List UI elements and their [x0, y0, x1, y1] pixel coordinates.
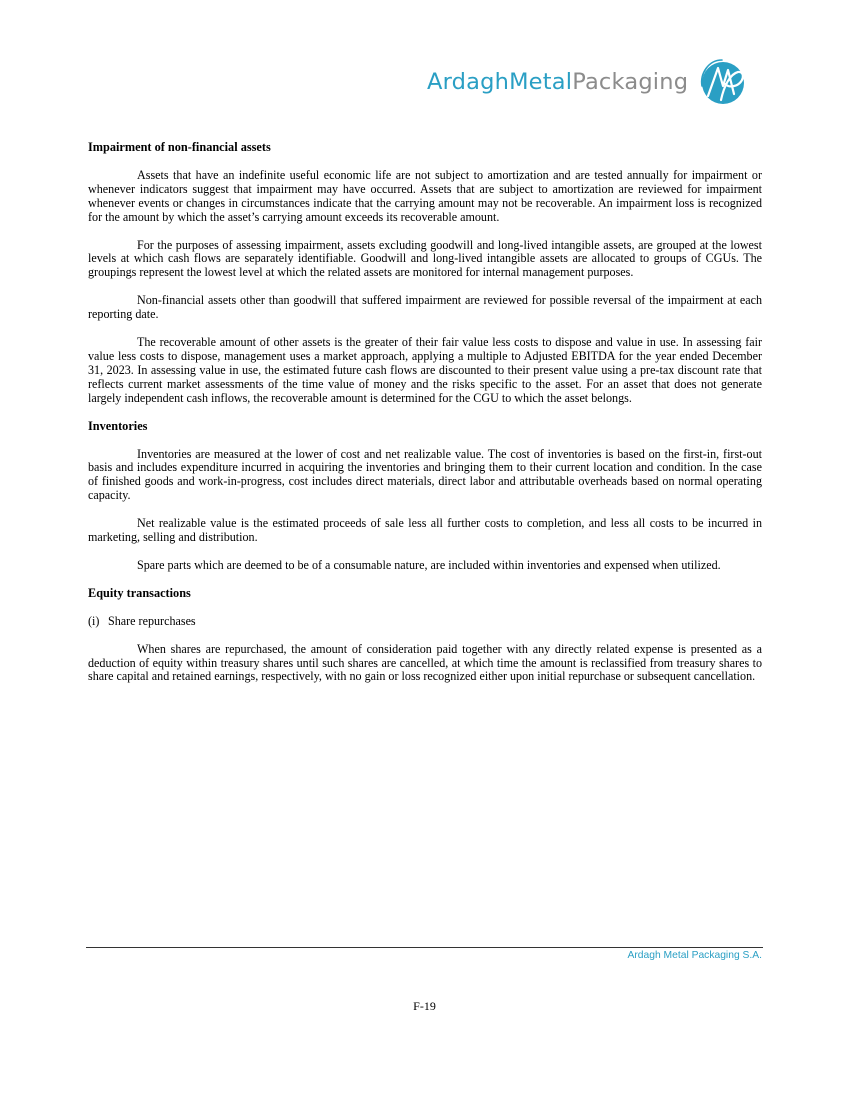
heading-equity: Equity transactions	[88, 585, 191, 600]
paragraph-impairment-2: For the purposes of assessing impairment, assets excluding goodwill and long-lived intangible assets, are grouped at the lowest levels at which cash flows are separately identifiable. Goodwill and long-lived intangible assets are allocated to groups of CGUs. The groupings represent the lowest level at which the related assets are monitored for internal management purposes.	[88, 237, 762, 280]
paragraph-inventories-2: Net realizable value is the estimated proceeds of sale less all further costs to completion, and less all costs to be incurred in marketing, selling and distribution.	[88, 516, 762, 545]
logo-wordmark	[427, 68, 689, 95]
subheading-share-repurchases	[88, 615, 762, 629]
heading-impairment: Impairment of non-financial assets	[88, 140, 271, 154]
paragraph-inventories-3: Spare parts which are deemed to be of a consumable nature, are included within inventories and expensed when utilized.	[137, 557, 721, 572]
footer-company-name: Ardagh Metal Packaging S.A.	[627, 950, 762, 961]
logo-word-packaging: Packaging	[572, 68, 689, 95]
paragraph-impairment-4: The recoverable amount of other assets is the greater of their fair value less costs to dispose and value in use. In assessing fair value less costs to dispose, management uses a market approach, applying a multiple to Adjusted EBITDA for the year ended December 31, 2023. In assessing value in use, the estimated future cash flows are discounted to their present value using a pre-tax discount rate that reflects current market assessments of the time value of money and the risks specific to the asset. For an asset that does not generate largely independent cash inflows, the recoverable amount is determined for the CGU to which the asset belongs.	[88, 335, 762, 405]
paragraph-impairment-3: Non-financial assets other than goodwill that suffered impairment are reviewed for possible reversal of the impairment at each reporting date.	[88, 293, 762, 322]
paragraph-impairment-1: Assets that have an indefinite useful economic life are not subject to amortization and are tested annually for impairment or whenever indicators suggest that impairment may have occurred. Assets that are subject to amortization are reviewed for impairment whenever events or changes in circumstances indicate that the carrying amount may not be recoverable. An impairment loss is recognized for the amount by which the asset’s carrying amount exceeds its recoverable amount.	[88, 167, 762, 224]
paragraph-inventories-1: Inventories are measured at the lower of cost and net realizable value. The cost of inventories is based on the first-in, first-out basis and includes expenditure incurred in acquiring the inventories and bringing them to their current location and condition. In the case of finished goods and work-in-progress, cost includes direct materials, direct labor and attributable overheads based on normal operating capacity.	[88, 446, 762, 503]
footer-divider	[86, 947, 763, 948]
paragraph-equity-1: When shares are repurchased, the amount of consideration paid together with any directly related expense is presented as a deduction of equity within treasury shares until such shares are cancelled, at which time the amount is reclassified from treasury shares to share capital and retained earnings, respectively, with no gain or loss recognized either upon initial repurchase or subsequent cancellation.	[88, 641, 762, 684]
subheading-label: Share repurchases	[108, 613, 196, 628]
amp-monogram-icon	[694, 56, 750, 108]
heading-inventories: Inventories	[88, 418, 148, 433]
company-logo	[427, 56, 750, 108]
subheading-number: (i)	[88, 613, 100, 628]
logo-word-metal: Metal	[509, 68, 573, 95]
page-number: F-19	[413, 999, 436, 1013]
document-body	[88, 141, 762, 698]
logo-word-ardagh: Ardagh	[427, 68, 510, 95]
